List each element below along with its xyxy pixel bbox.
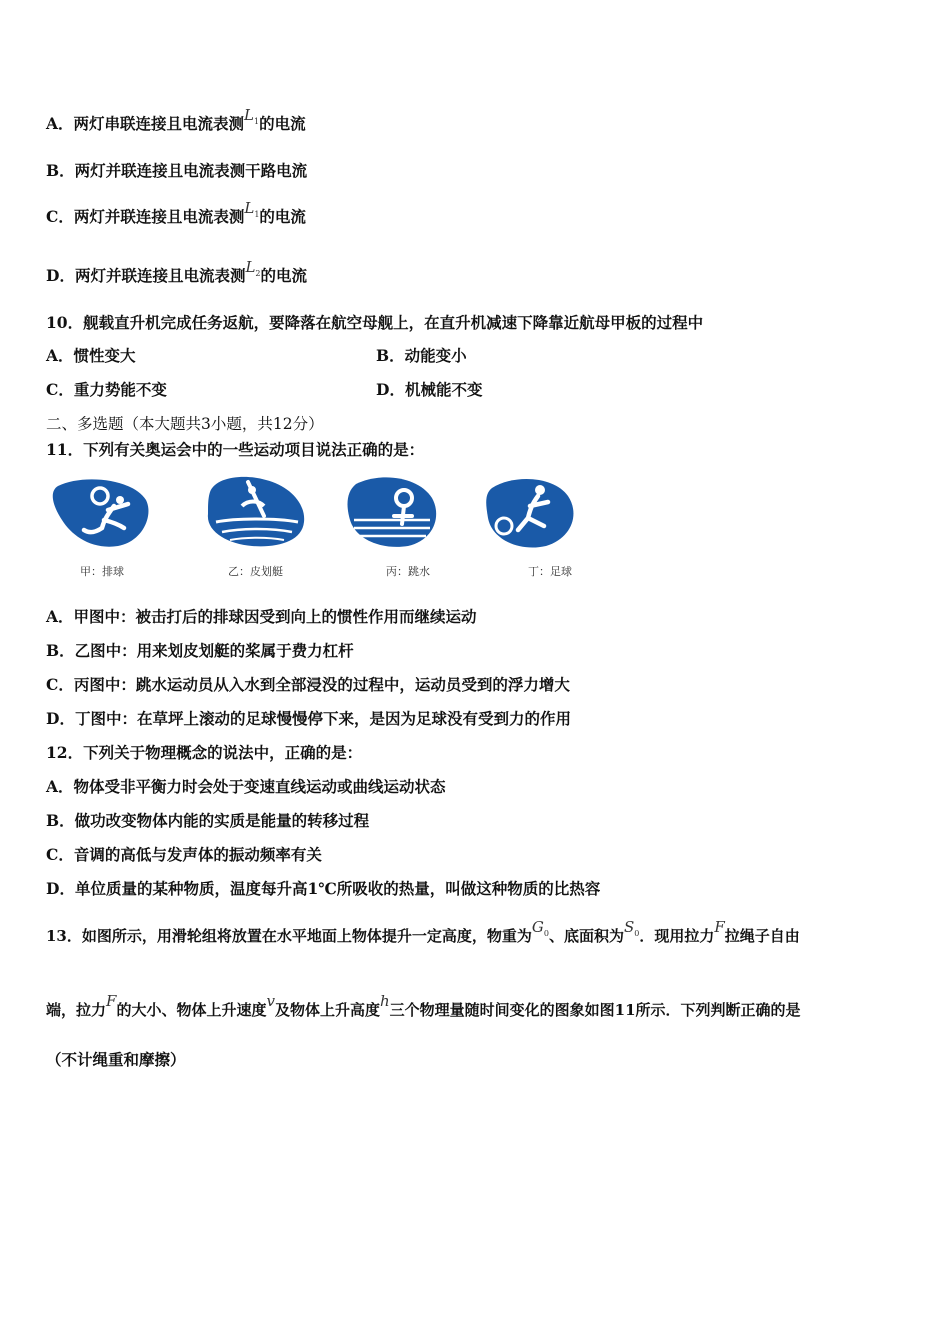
q12-option-d: D．单位质量的某种物质，温度每升高1℃所吸收的热量，叫做这种物质的比热容 xyxy=(46,879,601,898)
q9-option-c-suffix: 的电流 xyxy=(259,207,306,226)
math-var-f: F xyxy=(106,992,117,1010)
q9-option-c xyxy=(46,199,306,234)
q10-option-c: C．重力势能不变 xyxy=(46,380,167,399)
volleyball-pictogram xyxy=(52,476,152,548)
diving-pictogram xyxy=(346,476,438,548)
q12-option-b: B．做功改变物体内能的实质是能量的转移过程 xyxy=(46,811,370,830)
caption-football: 丁：足球 xyxy=(528,565,572,578)
q9-option-d-text: D．两灯并联连接且电流表测 xyxy=(46,266,246,285)
math-var-s0: $S_0$ xyxy=(623,918,640,938)
math-var-v: v xyxy=(266,992,275,1010)
q11-option-b: B．乙图中：用来划皮划艇的桨属于费力杠杆 xyxy=(46,641,354,660)
section-heading: 二、多选题（本大题共3小题，共12分） xyxy=(46,415,324,433)
q11-option-c: C．丙图中：跳水运动员从入水到全部浸没的过程中，运动员受到的浮力增大 xyxy=(46,675,570,694)
math-var-l1: $L_1$ xyxy=(244,199,260,219)
q9-option-b: B．两灯并联连接且电流表测干路电流 xyxy=(46,161,308,180)
math-var-l1: $L_1$ xyxy=(244,106,260,126)
q9-option-a-text: A．两灯串联连接且电流表测 xyxy=(46,114,245,133)
canoe-pictogram xyxy=(206,476,306,548)
q9-option-d-suffix: 的电流 xyxy=(260,266,308,285)
q9-option-a xyxy=(46,106,306,141)
q10-option-a: A．惯性变大 xyxy=(46,346,136,365)
math-var-h: h xyxy=(379,992,390,1010)
q10-stem: 10．舰载直升机完成任务返航，要降落在航空母舰上，在直升机减速下降靠近航母甲板的过程中 xyxy=(46,313,704,332)
q13-line-1: 13．如图所示，用滑轮组将放置在水平地面上物体提升一定高度，物重为$G_0$、底面积为$S_0$．现用拉力F拉绳子自由 xyxy=(46,918,800,945)
q9-option-a-suffix: 的电流 xyxy=(259,114,306,133)
football-pictogram xyxy=(484,476,576,548)
caption-canoe: 乙：皮划艇 xyxy=(228,565,283,578)
q13-line-2: 端，拉力F的大小、物体上升速度v及物体上升高度h三个物理量随时间变化的图象如图11所示．下列判断正确的是 xyxy=(46,992,801,1019)
q11-option-a: A．甲图中：被击打后的排球因受到向上的惯性作用而继续运动 xyxy=(46,607,477,626)
q12-option-c: C．音调的高低与发声体的振动频率有关 xyxy=(46,845,322,864)
q11-stem: 11．下列有关奥运会中的一些运动项目说法正确的是： xyxy=(46,440,425,459)
math-var-l2: $L_2$ xyxy=(245,258,261,278)
math-var-f: F xyxy=(714,918,725,936)
q11-option-d: D．丁图中：在草坪上滚动的足球慢慢停下来，是因为足球没有受到力的作用 xyxy=(46,709,571,728)
q10-option-b: B．动能变小 xyxy=(376,346,467,365)
caption-volleyball: 甲：排球 xyxy=(80,565,124,578)
q13-line-3: （不计绳重和摩擦） xyxy=(46,1050,186,1069)
q9-option-d xyxy=(46,258,308,293)
q10-option-d: D．机械能不变 xyxy=(376,380,483,399)
q9-option-c-text: C．两灯并联连接且电流表测 xyxy=(46,207,245,226)
q12-option-a: A．物体受非平衡力时会处于变速直线运动或曲线运动状态 xyxy=(46,777,446,796)
math-var-g0: $G_0$ xyxy=(531,918,549,938)
q12-stem: 12．下列关于物理概念的说法中，正确的是： xyxy=(46,743,363,762)
caption-diving: 丙：跳水 xyxy=(386,565,430,578)
